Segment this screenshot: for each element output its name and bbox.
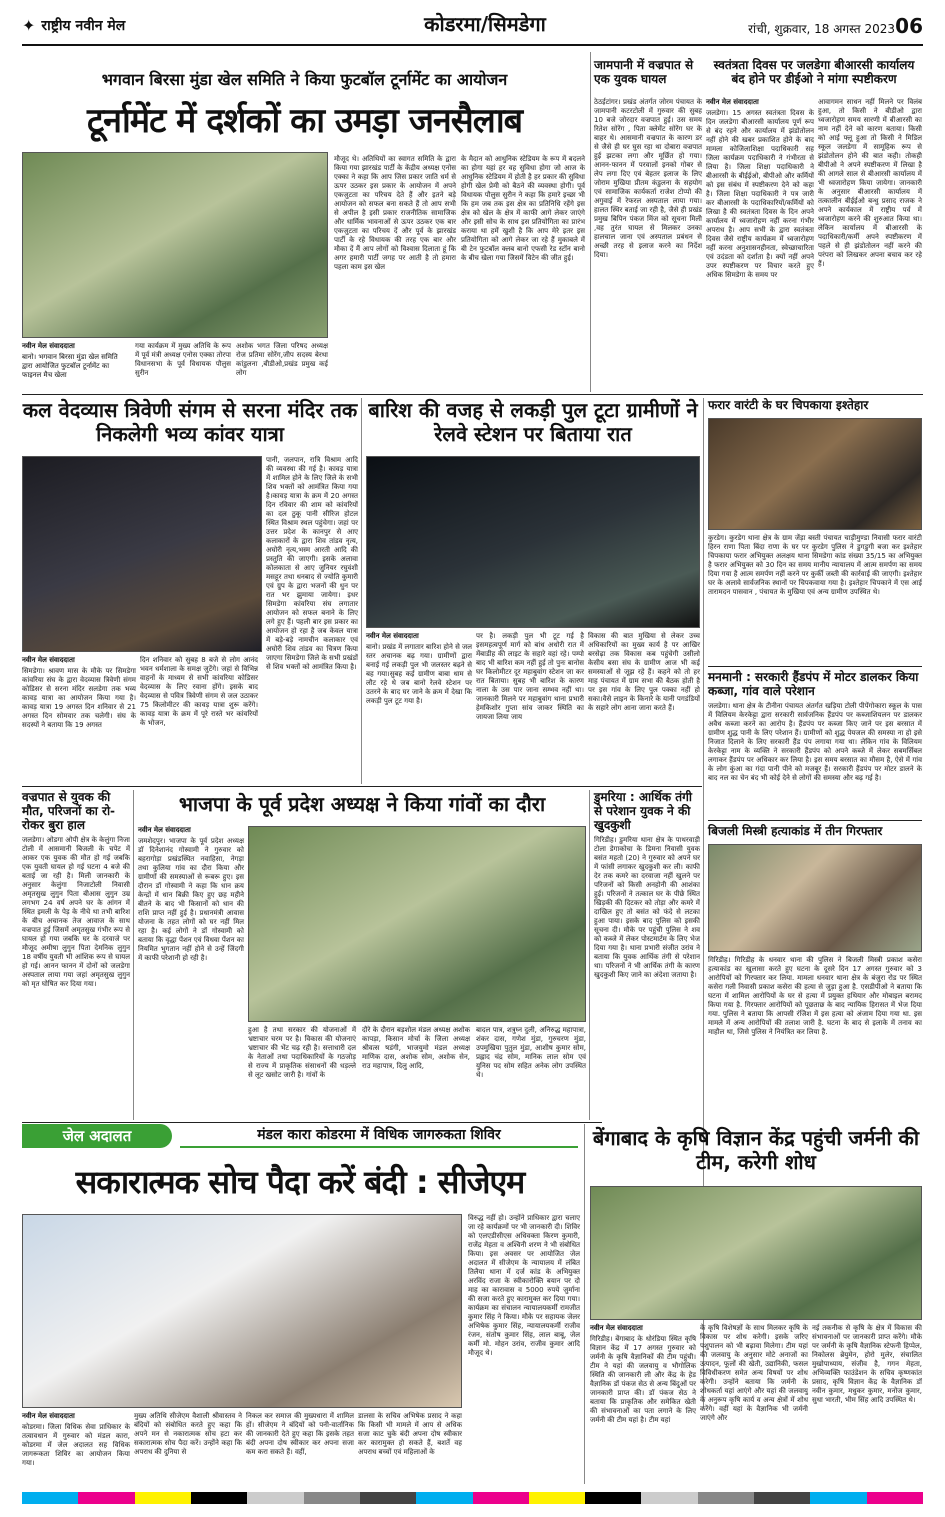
row-rule-2 xyxy=(22,786,702,787)
kanwar-byline: नवीन मेल संवाददाता xyxy=(22,656,75,664)
jail-col-1 xyxy=(22,1412,130,1482)
germany-headline: बेंगाबाद के कृषि विज्ञान केंद्र पहुंची जर्मनी की टीम, करेगी शोध xyxy=(592,1126,920,1174)
murder-headline: बिजली मिस्त्री हत्याकांड में तीन गिरफ्तार xyxy=(708,824,883,838)
germany-col-1 xyxy=(590,1324,696,1482)
handpump-headline: मनमानी : सरकारी हैंडपंप में मोटर डालकर किया कब्जा, गांव वाले परेशान xyxy=(708,670,919,698)
bajrapat-body: ठेठईटांगर। प्रखंड अंतर्गत जोरम पंचायत के जामपानी कटरटोली में गुरुवार की सुबह 10 बजे जोरदार वज्रपात हुई। उस समय रितेश सोरेंग , पिता क्लेमेंट सोरेंग घर के बाहर थे। आसमानी वज्रपात के कारण डर से जैसे ही घर घुस रहा था दोबारा वज्रपात हुई झटका लगा और मूर्छित हो गया। आनन-फानन में परवालों इनको गोबर से लेप लगा दिए एवं बेहतर इलाज के लिए जोराम मुखिया प्रीतम कंडुलना के सहयोग एवं सामाजिक कार्यकर्ता राजेश टोप्पो की अगुवाई में रेफरल अस्पताल लाया गया। हालत स्थिर बताई जा रही है, जैसे ही प्रखंड प्रमुख बिपिन पंकज मिंज को सूचना मिली ,वह तुरंत घायल से मिलकर उनका हालचाल जाना एवं अस्पताल प्रबंधन से अच्छी तरह से इलाज करने का निर्देश दिया। xyxy=(594,98,702,259)
bridge-body-1: बानो। प्रखंड में लगातार बारिश होने से जल स्तर अचानक बढ़ गया। ग्रामीणों द्वारा बनाई गई लकड़ी पुल भी जलस्तर बढ़ने से बह गया।सुबह कई ग्रामीण बाबा धाम से लौट रहे थे जब बानो रेलवे स्टेशन पर उतरने के बाद घर जाने के क्रम में देखा कि लकड़ी पुल टूट गया है। xyxy=(366,643,472,705)
lead-body-4: के मैदान को आधुनिक स्टेडियम के रूप में बदलने का होगा यहां हर वह सुविधा होगा जो आज के आधुनिक स्टेडियम में होती है हर प्रकार की सुविधा होगी खेल प्रेमी को बैठने की व्यवस्था होगी। पूर्व विधायक पौलुस सुरीन ने कहा कि हमारे इच्छा भी कि हम जब तक इस क्षेत्र का प्रतिनिधि रहेंगे इस क्षेत्र को खेल के क्षेत्र में काफी आगे लेकर जाएंगे और इसी सोच के साथ इस प्रतियोगिता का प्रारंभ कराया था हमें खुशी है कि आप मेरे इतर इस प्रतियोगिता को आगे लेकर जा रहे हैं मुकाबले में बी टेन फुटबॉल क्लब बानो एफसी रेड स्टॉन बानो के बीच खेला गया जिसमें विटेन की जीत हुई। xyxy=(461,155,585,262)
bridge-headline: बारिश की वजह से लकड़ी पुल टूटा ग्रामीणों ने रेलवे स्टेशन पर बिताया रात xyxy=(368,398,698,446)
youth-headline: वज्रपात से युवक की मौत, परिजनों का रो-रोकर बुरा हाल xyxy=(22,790,116,832)
germany-team-photo xyxy=(590,1186,922,1320)
bjp-byline: नवीन मेल संवाददाता xyxy=(138,826,191,834)
freedom-body-1: जलडेगा। 15 अगस्त स्वतंत्रता दिवस के दिन जलडेगा बीआरसी कार्यालय पूर्ण रूप से बंद रहने और कार्यालय में झंडोतोलन नहीं होने की खबर प्रकाशित होने के बाद मामला कोजिलाशिक्षा पदाधिकारी सह जिला कार्यक्रम पदाधिकारी ने गंभीरता से लिया है। जिला शिक्षा पदाधिकारी ने बीआरसी के बीईईओ, बीपीओ और कर्मियों को इस संबंध में स्पष्टीकरण देने को कहा है। जिला शिक्षा पदाधिकारी ने पत्र जारी कर बीआरसी के पदाधिकारियों/कर्मियों को लिखा है की स्वतंत्रता दिवस के दिन अपने कार्यालय में ध्वजारोहण नहीं करना गंभीर अपराध है। आप सभी के द्वारा स्वतंत्रता दिवस जैसे राष्ट्रीय कार्यक्रम में ध्वजारोहण नहीं करना अनुशासनहीनता, स्वेच्छाचारिता एवं उदंडता को दर्शाता है। क्यों नहीं अपने उपर स्पष्टीकरण पर विचार करते हुए अधिक सिमडेगा के समय पर xyxy=(706,109,814,279)
row-rule-3 xyxy=(22,1122,602,1123)
lead-body-3: मौजूद थे। अतिथियों का स्वागत समिति के द्वारा किया गया झारखंड पार्टी के केंद्रीय अध्यक्ष एनोस एक्का ने कहा कि आप जिस प्रकार जाति धर्म से ऊपर उठकर इस प्रकार के आयोजन में अपने एकजुटता का परिचय देते हैं और इतने बड़े आयोजन को सफल बना सकते हैं तो आप सभी से अपील है इसी प्रकार राजनीतिक सामाजिक और धार्मिक भावनाओं से ऊपर उठकर एक बार एकजुटता का परिचय दें और पूर्व के झारखंड पार्टी के रहे विधायक की तरह एक बार और मौका दें मैं आप लोगों को विश्वास दिलाता हूं कि अगर हमारी पार्टी जगह पर आती है तो हमारा पहला काम इस खेल xyxy=(334,155,456,271)
jail-tag: जेल अदालत xyxy=(22,1124,172,1148)
football-photo xyxy=(22,152,328,338)
kanwar-body-1: सिमडेगा। श्रावण मास के मौके पर सिमडेगा कांवरिया संघ के द्वारा वेदव्यास त्रिवेणी संगम कोडिसर से सरना मंदिर सलडेगा तक भव्य कावड़ यात्रा का आयोजन किया गया है। कावड़ यात्रा 19 अगस्त दिन शनिवार से 21 अगस्त दिन सोमवार तक चलेगी। संघ के सदस्यों ने बताया कि 19 अगस्त xyxy=(22,667,136,729)
suicide-headline: डुमरिया : आर्थिक तंगी से परेशान युवक ने की खुदकुशी xyxy=(594,790,692,832)
lead-body-2: अशोक भगत जिला परिषद अध्यक्ष रोज प्रतिमा सोरेंग,जीप सदस्य बेरथा कांडुलना ,बीडीओ,प्रखंड प्रमुख कई लोग xyxy=(236,342,328,377)
kanwar-headline: कल वेदव्यास त्रिवेणी संगम से सरना मंदिर तक निकलेगी भव्य कांवर यात्रा xyxy=(22,398,358,446)
column-divider xyxy=(589,790,590,1120)
bjp-body-2: हुआ है तथा सरकार की योजनाओं में भ्रष्टाचार चरम पर है। विकास की योजनाएं भ्रष्टाचार की भेंट चढ़ रही है। सत्ताधारी दल के नेताओं तथा पदाधिकारियों के गठजोड़ से राज्य में प्राकृतिक संसाधनों की धड़ल्ले से लूट खसोट जारी है। गांवों के xyxy=(248,1026,356,1079)
handpump-body: जलडेगा। थाना क्षेत्र के टीनीना पंचायत अंतर्गत खड़िया टोली पीपेंगोकारा स्कूल के पास में विलियम केरकेट्टा द्वारा सरकारी सार्वजनिक हैंडपंप पर कब्जाशियलन पर डालकर अवैध कब्जा करने का आरोप है। हैंडपंप पर कब्जा किए जाने पर इस बरसात में ग्रामीण शुद्ध पानी के लिए परेशान हैं। ग्रामीणों को शुद्ध पेयजल की समस्या ना हो इसे निजात दिलाने के लिए सरकारी हैंड पंप लगाया गया था। लेकिन गांव के विलियम केरकेट्टा नाम के व्यक्ति ने सरकारी हैंडपंप को अपने कब्जे में लेकर सबमर्सिबल लगाकर हैंडपंप पर अधिकार कर लिया है। इस समय बरसात का मौसम है, ऐसे में गांव के लोग कुंआ का गंदा पानी पीने को मजबूर हैं। सरकारी हैंडपंप पर मोटर डालने के बाद नल का चेन बंद भी कोई देने से लोगों की समस्या और बढ़ गई है। xyxy=(708,702,922,782)
masthead-rule xyxy=(22,44,923,46)
murder-body: गिरिडीह। गिरिडीह के धनवार थाना की पुलिस ने बिजली मिस्त्री प्रकाश कसेरा हत्याकांड का खुलासा करते हुए घटना के दूसरे दिन 17 अगस्त गुरुवार को 3 आरोपियों को गिरफ्तार कर लिया. मामला धनवार थाना क्षेत्र के बंजुरा रोड पर स्थित कसेरा गली निवासी प्रकाश कसेरा की हत्या से जुड़ा हुआ है. एसडीपीओ ने बताया कि घटना में शामिल आरोपियों के घर से हत्या में प्रयुक्त हथियार और मोबाइल बरामद किया गया है. गिरफ्तार आरोपियों को पूछताछ के बाद न्यायिक हिरासत में भेज दिया गया. पुलिस ने बताया कि आपसी रंजिश में इस हत्या को अंजाम दिया गया था. इस मामले में अन्य आरोपियों की तलाश जारी है. घटना के बाद से इलाके में तनाव का माहौल था, जिसे पुलिस ने नियंत्रित कर लिया है. xyxy=(708,956,922,1036)
page-number: 06 xyxy=(895,14,923,38)
issue-date: रांची, शुक्रवार, 18 अगस्त 2023 xyxy=(748,22,895,36)
fraud-headline: फरार वारंटी के घर चिपकाया इश्तेहार xyxy=(708,398,869,412)
kanwar-collage-photo xyxy=(22,456,262,652)
newspaper-name: राष्ट्रीय नवीन मेल xyxy=(41,17,126,34)
freedom-headline: स्वतंत्रता दिवस पर जलडेगा बीआरसी कार्यालय बंद होने पर डीईओ ने मांगा स्पष्टीकरण xyxy=(713,58,915,86)
rule xyxy=(708,666,922,667)
lead-kicker: भगवान बिरसा मुंडा खेल समिति ने किया फुटबॉल टूर्नामेंट का आयोजन xyxy=(101,70,508,89)
bjp-visit-photo xyxy=(248,826,586,1022)
bridge-byline: नवीन मेल संवाददाता xyxy=(366,632,419,640)
germany-body-2: के कृषि विशेषज्ञों के साथ मिलकर कृषि के विकास पर शोध करेगी। इसके जरिए पशुपालन को भी बढ़ावा मिलेगा। टीम यहां की जलवायु के अनुसार मोटे अनाजों का उत्पादन, फूलों की खेती, उद्यानिकी, फसल विविधीकरण समेत अन्य विषयों पर शोध करेगी। उन्होंने बताया कि जर्मनी के शोधकर्ता यहां आएंगे और यहां की जलवायु के अनुरूप कृषि कार्य व अन्य क्षेत्रों में शोध करेंगे। वहीं यहां के वैज्ञानिक भी जर्मनी जाएंगे और xyxy=(700,1324,808,1422)
lead-byline: नवीन मेल संवाददाता xyxy=(22,342,75,350)
kanwar-body-3: पानी, जलपान, रात्रि विश्राम आदि की व्यवस्था की गई है। कावड़ यात्रा में शामिल होने के लिए जिले के सभी शिव भक्तों को आमंत्रित किया गया है।कावड़ यात्रा के क्रम में 20 अगस्त दिन रविवार की शाम को कांवरियों का दल ठुकू पानी सीरिज होटल स्थित विश्राम स्थल पहुंचेगा। जहां पर उत्तर प्रदेश के कानपुर से आए कलाकारों के द्वारा शिव तांडव नृत्य, अघोरी नृत्य,भस्म आरती आदि की प्रस्तुति की जाएगी। इसके अलावा कोलकाता से आए जुनियर रघुवंशी मसहूर तथा धनबाद से ज्योति कुमारी एवं ग्रुप के द्वारा भजनों की धुन पर रात भर झुमाया जायेगा। इधर सिमडेगा कांवरिया संघ लगातार आयोजन को सफल बनाने के लिए लगे हुए हैं। पहली बार इस प्रकार का आयोजन हो रहा है जब केवल यात्रा में बड़े-बड़े नामचीन कलाकार एवं अघोरी शिव तांडव का चित्रण किया जाएगा सिमडेगा जिले के सभी प्रखंडों से शिव भक्तों को आमंत्रित किया है। xyxy=(266,456,358,671)
germany-byline: नवीन मेल संवाददाता xyxy=(590,1324,643,1332)
color-registration-bar xyxy=(22,1492,923,1504)
bjp-headline: भाजपा के पूर्व प्रदेश अध्यक्ष ने किया गांवों का दौरा xyxy=(178,792,546,816)
column-divider xyxy=(361,398,362,784)
freedom-col-1 xyxy=(706,98,814,390)
section-title: कोडरमा/सिमडेगा xyxy=(424,12,546,36)
masthead-logo xyxy=(22,10,242,40)
bjp-body-4: बादल पात्र, शत्रुघ्न दुली, अनिरुद्ध महापात्रा, शंकर दास, गणेश मुंडा, गुरुचरण मुंडा, उपमुखिया पुतुल मुंडा, आशीष कुमार सोम, प्रह्लाद चंद्र सोम, मानिक लाल सोम एवं युनिस पद सोम सहित अनेक लोग उपस्थित थे। xyxy=(476,1026,586,1079)
bridge-body-3: विकास की बात मुखिया से लेकर उच्च अधिकारियों का मुख्य कार्य है पर आखिर बरसेढ़ा तक विकास कब पहुंचेगी उसीलो केसीय बसा संघ के ग्रामीण आज भी कई समस्याओं से जूझ रहे हैं। कहने को तो हर माह पंचायत में ग्राम सभा की बैठक होती है पर इस गांव के लिए पुल पक्का नहीं हो सका।वैसे लाइन के किनारे के यानी पगडंडियों के सहारे लोग आना जाना करते हैं। xyxy=(588,632,700,712)
lead-body-1: गया कार्यक्रम में मुख्य अतिथि के रूप में पूर्व मंत्री अध्यक्ष एनोस एक्का तोरपा विधानसभा के पूर्व विधायक पौलुस सुरीन xyxy=(135,342,231,377)
jail-event-photo xyxy=(22,1214,462,1408)
bjp-col-1 xyxy=(138,826,244,1118)
bjp-body-3: दौरे के दौरान बड़शोल मंडल अध्यक्ष अशोक कापड़ा, किसान मोर्चा के जिला अध्यक्ष श्रीवत्स षडंगी, भाजयुमो मंडल अध्यक्ष माणिक दास, अशोक सोम, अशोक सेन, राउ महापात्र, दिलु आदि, xyxy=(362,1026,470,1070)
jail-kicker: मंडल कारा कोडरमा में विधिक जागरुकता शिविर xyxy=(180,1124,578,1148)
jail-body-2: मुख्य अतिथि सीजेएम वैशाली श्रीवास्तव ने बंदियों को संबोधित करते हुए कहा कि अपने मन से नकारात्मक सोच हटा कर सकारात्मक सोच पैदा करें। उन्होंने कहा कि अपराध की दुनिया से xyxy=(134,1412,242,1456)
kanwar-body-2: दिन शनिवार को सुबह 8 बजे से लोग आनंद भवन धर्मशाला के समक्ष जुटेंगे। जहां से विभिन्न वाहनों के माध्यम से सभी कांवरिया कोडिसर वेदव्यास के लिए रवाना होंगे। इसके बाद वेदव्यास से पवित्र त्रिवेणी संगम से जल उठाकर 75 किलोमीटर की कावड़ यात्रा शुरू करेंगे। कावड़ यात्रा के क्रम में पूरे रास्ते भर कांवरियों के भोजन, xyxy=(140,656,258,727)
row-rule-1 xyxy=(22,394,923,395)
kanwar-col-1 xyxy=(22,656,136,782)
column-divider xyxy=(584,1124,585,1484)
jail-body-4: डालसा के सचिव अभिषेक प्रसाद ने कहा कि किसी भी मामले में आप से अधिक सजा काट चुके बंदी अपना दोष स्वीकार कर कारामुक्त हो सकते हैं, बशर्ते वह अपराध बच्चों एवं महिलाओं के xyxy=(358,1412,462,1456)
bridge-col-1 xyxy=(366,632,472,782)
bjp-body-1: जमशेदपुर। भाजपा के पूर्व प्रदेश अध्यक्ष डॉ दिनेशानंद गोस्वामी ने गुरुवार को बहरागोड़ा प्रखंडस्थित नवाहिसा, नेगड़ा तथा कुलिया गांव का दौरा किया और ग्रामीणों की समस्याओं से रूबरू हुए। इस दौरान डॉ गोस्वामी ने कहा कि धान क्रय केन्द्रों में धान बिक्री किए हुए छह महीने बीतने के बाद भी किसानों को धान की राशि प्राप्त नहीं हुई है। प्रधानमंत्री आवास योजना के तहत लोगों को घर नहीं मिल रहा है। कई लोगों ने डॉ गोस्वामी को बताया कि वृद्धा पेंशन एवं विधवा पेंशन का नियमित भुगतान नहीं होने से उन्हें जिंदगी में काफी परेशानी हो रही है। xyxy=(138,837,244,962)
jail-byline: नवीन मेल संवाददाता xyxy=(22,1412,75,1420)
jail-body-3: निकल कर समाज की मुख्यधारा में शामिल हों। सीजेएम ने बंदियों को पनी-वार्तानिक की जानकारी देते हुए कहा कि इसके तहत बंदी अपना दोष स्वीकार कर अपना सजा कम करा सकते हैं। वहीं, xyxy=(246,1412,354,1456)
lead-caption: बानो। भगवान बिरसा मुंडा खेल समिति द्वारा आयोजित फुटबॉल टूर्नामेंट का फाइनल मैच खेला xyxy=(22,353,118,379)
bridge-body-2: पर है। लकड़ी पुल भी टूट गई है इसमहत्वपूर्ण मार्ग को बांध अधोरी रात में मेंबाडीह की लाइट के सहारे वहां रहे। पम्पो बाद भी बारिश कम नहीं हुई तो पुनः बानोस घर किलोमीटर दूर महाबुवांग स्टेशन जा कर रात बिताया। सुबह भी बारिश के कारण नाला के उस पार जाना सम्भव नहीं था। जानकारी मिलने पर महाबुवांग थाना प्रभारी हेमकिशोर गुप्ता सांव जाकर स्थिति का जायजा लिया जाय xyxy=(476,632,584,721)
youth-body: जलडेगा। ओडगा ओपी क्षेत्र के केलुंगा निजा टोली में आसमानी बिजली के चपेट में आकर एक युवक की मौत हो गई जबकि एक युवती घायल हो गई घटना 4 बजे की बताई जा रही है। मिली जानकारी के अनुसार केलुंगा निजाटोली निवासी अमृतसुख लुगुन पिता बीआस लुगुन उम्र लगभग 24 वर्ष अपने घर के आंगन में स्थित इमली के पेड़ के नीचे था तभी बारिश के बीच अचानक तेज आवाज के साथ वज्रपात हुई जिसमें अमृतसुख गंभीर रूप से घायल हो गया जबकि घर के दरवाजे पर मौजूद अमीषा लुगुन पिता देमनिक लुगुन 18 वर्षीय युवती भी आंशिक रूप से घायल हो गई। आनन फानन में दोनों को जलडेगा अस्पताल लाया गया जहां अमृतसुख लुगुन को मृत घोषित कर दिया गया। xyxy=(22,836,130,988)
arrest-photo xyxy=(708,844,922,952)
jail-headline: सकारात्मक सोच पैदा करें बंदी : सीजेएम xyxy=(75,1163,525,1201)
bridge-photo xyxy=(366,456,700,628)
jail-body-1: कोडरमा। जिला विधिक सेवा प्राधिकार के तत्वावधान में गुरुवार को मंडल कारा, कोडरमा में जेल अदालत सह विधिक जागरूकता शिविर का आयोजन किया गया। xyxy=(22,1423,130,1467)
jail-body-5: विरुद्ध नहीं हो। उन्होंने प्राधिकार द्वारा चलाए जा रहे कार्यक्रमों पर भी जानकारी दी। शिविर को एलएडीसीएस अधिवक्ता किरण कुमारी, राजेंद्र मेहता व अश्विनी शरण ने भी संबोधित किया। इस अवसर पर आयोजित जेल अदालत में सीजेएम के न्यायालय में लंबित तिलैया थाना में दर्ज कांड के अभियुक्त अरविंद राजा के स्वीकारोक्ति बयान पर दो माह का कारावास व 5000 रुपये जुर्माना की सजा करते हुए कारामुक्त कर दिया गया। कार्यक्रम का संचालन न्यायालयकर्मी रामजीत कुमार सिंह ने किया। मौके पर सहायक जेलर अभिषेक कुमार सिंह, न्यायालयकर्मी राजीव रंजन, संतोष कुमार सिंह, लाल बाबू, जेल कर्मी मो. मोहन उरांव, राजीव कुमार आदि मौजूद थे। xyxy=(468,1214,580,1357)
column-divider xyxy=(133,790,134,1120)
poster-photo xyxy=(708,418,922,530)
rule xyxy=(708,820,922,821)
suicide-body: गिरिडीह। डुमरिया थाना क्षेत्र के पाथरवाड़ी टोला डेगाकोचा के डिमना निवासी युवक बसंत महतो (20) ने गुरुवार को अपने घर में फांसी लगाकर खुदकुशी कर ली। काफी देर तक कमरे का दरवाजा नहीं खुलने पर परिजनों को किसी अनहोनी की आशंका हुई। परिजनों ने तत्काल घर के पीछे स्थित खिड़की की दिटकर को तोड़ा और कमरे में दाखिल हुए तो बसंत को फंदे से लटका हुआ पाया। इसके बाद पुलिस को इसकी सूचना दी। मौके पर पहुंची पुलिस ने शव को कब्जे में लेकर पोस्टमार्टम के लिए भेज दिया गया है। थाना प्रभारी संजीत उरांव ने बताया कि युवक आर्थिक तंगी से परेशान था। परिजनों ने भी आर्थिक तंगी के कारण खुदकुशी किए जाने का अंदेशा जताया है। xyxy=(594,836,700,979)
bajrapat-headline: जामपानी में वज्रपात से एक युवक घायल xyxy=(594,58,694,86)
fraud-body: कुरडेग। कुरडेग थाना क्षेत्र के ग्राम जेंड़ा बस्ती पंचायत चाड़ीमुण्डा निवासी फरार वारंटी हिरन राणा पिता बिंदा राणा के घर पर कुरडेग पुलिस ने डुगडुगी बजा कर इश्तेहार चिपकाया फरार अभियुक्त अलक्षय थाना सिमडेगा कांड संख्या 35/15 का अभियुक्त है फरार अभियुक्त को 30 दिन का समय मानीय न्यायालय में आत्म समर्पण का समय दिया गया है आत्म समर्पण नहीं करने पर कुर्की जब्ती की कार्रवाई की जाएगी। इश्तेहार घर के अलावे सार्वजनिक स्थानों पर चिपकवाया गया है। इश्तेहार चिपकाने में एस आई तारामदन पासवान , पंचायत के मुखिया एवं अन्य ग्रामीण उपस्थित थे। xyxy=(708,534,922,596)
freedom-body-2: आवागमन साधन नहीं मिलने पर विलंब हुआ, तो किसी ने बीडीओ द्वारा ध्वजारोहण समय सारणी में बीआरसी का नाम नहीं देने को कारण बताया। किसी को आई फ्लू हुआ तो किसी ने मिडिल स्कूल जलडेगा में सामूहिक रूप से झंडोतोलन होने की बात कही। तोकही बीपीओ ने अपने स्पष्टीकरण में लिखा है की आगले साल से बीआरसी कार्यालय में भी ध्वजारोहण किया जायेगा। जानकारी के अनुसार बीआरसी कार्यालय में तत्कालीन बीईईओ बन्धु प्रसाद राजक ने अपने कार्यकाल में राष्ट्रीय पर्व में ध्वजारोहण करने की शुरुआत किया था। लेकिन कार्यालय में बीआरसी के पदाधिकारी/कर्मी अपने स्पष्टीकरण में पहले से ही झंडोतोलन नहीं करने की परंपरा को लिखकर अपना बचाव कर रहे हैं। xyxy=(818,98,922,268)
germany-body-3: नई तकनीक से कृषि के क्षेत्र में विकास की संभावनाओं पर जानकारी प्राप्त करेंगे। मौके पर जर्मनी के कृषि वैज्ञानिक स्टेफनी हिप्पेल, निकोलस ब्रेयुमेन, होरो मुलेर, संचालित मुखोपाध्याय, संजीव है, गगन मेहता, अभिव्यक्ति फाउंडेशन के सचिव कृष्णकांत प्रसाद, कृषि विज्ञान केंद्र के वैज्ञानिक डॉ नवीन कुमार, मधुकर कुमार, मनोज कुमार, सुधा भारती, भीम सिंह आदि उपस्थित थे। xyxy=(812,1324,922,1404)
bird-logo-icon: ✦ xyxy=(22,15,36,35)
column-divider xyxy=(590,52,591,392)
lead-headline: टूर्नामेंट में दर्शकों का उमड़ा जनसैलाब xyxy=(86,101,523,141)
germany-body-1: गिरिडीह। बेंगाबाद के धोरंडिया स्थित कृषि विज्ञान केंद्र में 17 अगस्त गुरुवार को जर्मनी के कृषि वैज्ञानिकों की टीम पहुंची। टीम ने यहां की जलवायु व भौगोलिक स्थिति की जानकारी ली और केंद्र के हेड वैज्ञानिक डॉ पंकज सेठ से अन्य बिंदुओं पर जानकारी प्राप्त की। डॉ पंकज सेठ ने बताया कि प्राकृतिक और समेकित खेती की संभावनाओं का पता लगाने के लिए जर्मनी की टीम यहां है। टीम यहां xyxy=(590,1335,696,1424)
lead-caption-block xyxy=(22,342,128,390)
freedom-byline: नवीन मेल संवाददाता xyxy=(706,98,759,106)
